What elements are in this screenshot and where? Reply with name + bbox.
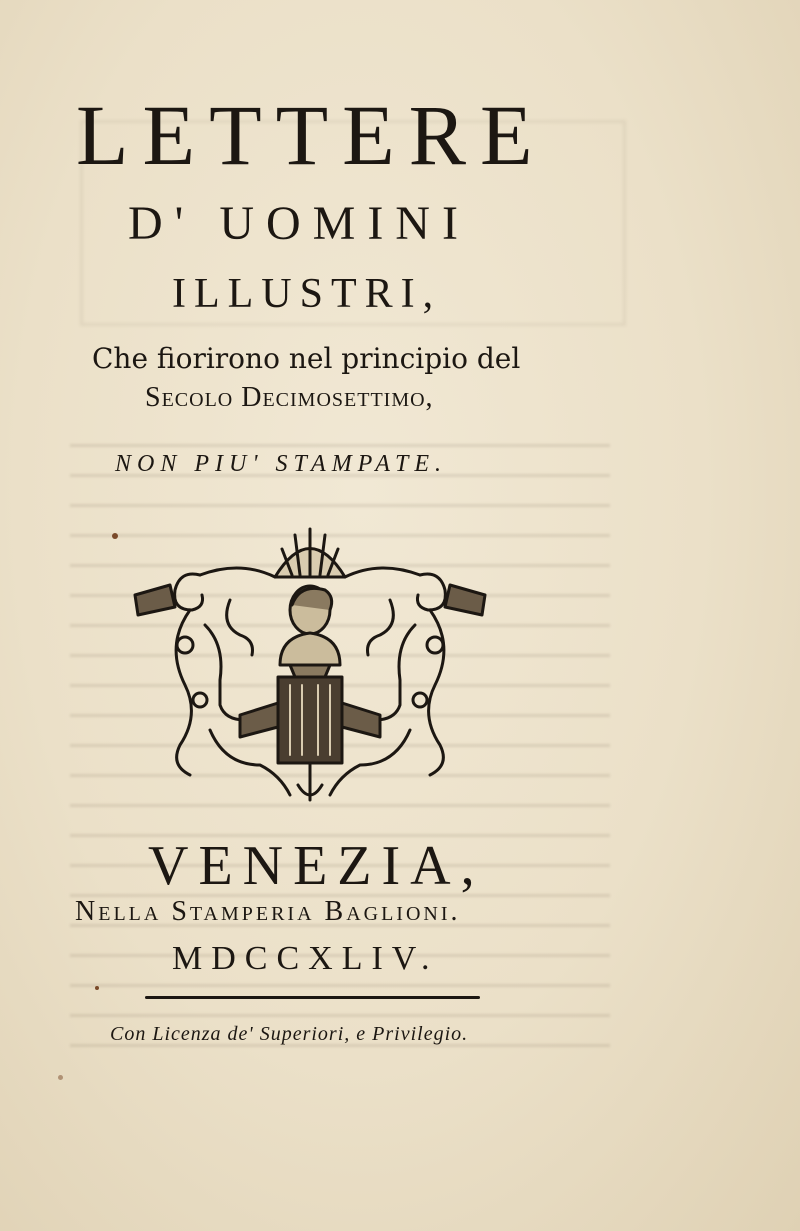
- imprint-license: Con Licenza de' Superiori, e Privilegio.: [110, 1023, 469, 1045]
- cartouche-with-bust-vignette-icon: [130, 515, 490, 805]
- horizontal-rule: [145, 996, 480, 999]
- foxing-spot: [58, 1075, 63, 1080]
- subtitle-non-piu-stampate: NON PIU' STAMPATE.: [115, 451, 448, 477]
- foxing-spot: [112, 533, 118, 539]
- title-line-lettere: LETTERE: [76, 87, 547, 183]
- title-line-uomini: D' UOMINI: [128, 197, 470, 250]
- imprint-city: VENEZIA,: [148, 835, 485, 897]
- imprint-year: MDCCXLIV.: [172, 940, 439, 977]
- imprint-printer: Nella Stamperia Baglioni.: [75, 896, 461, 927]
- foxing-spot: [95, 986, 99, 990]
- title-line-illustri: ILLUSTRI,: [172, 271, 442, 317]
- subtitle-line-2: Secolo Decimosettimo,: [145, 382, 434, 413]
- subtitle-line-1: Che fiorirono nel principio del: [92, 342, 521, 375]
